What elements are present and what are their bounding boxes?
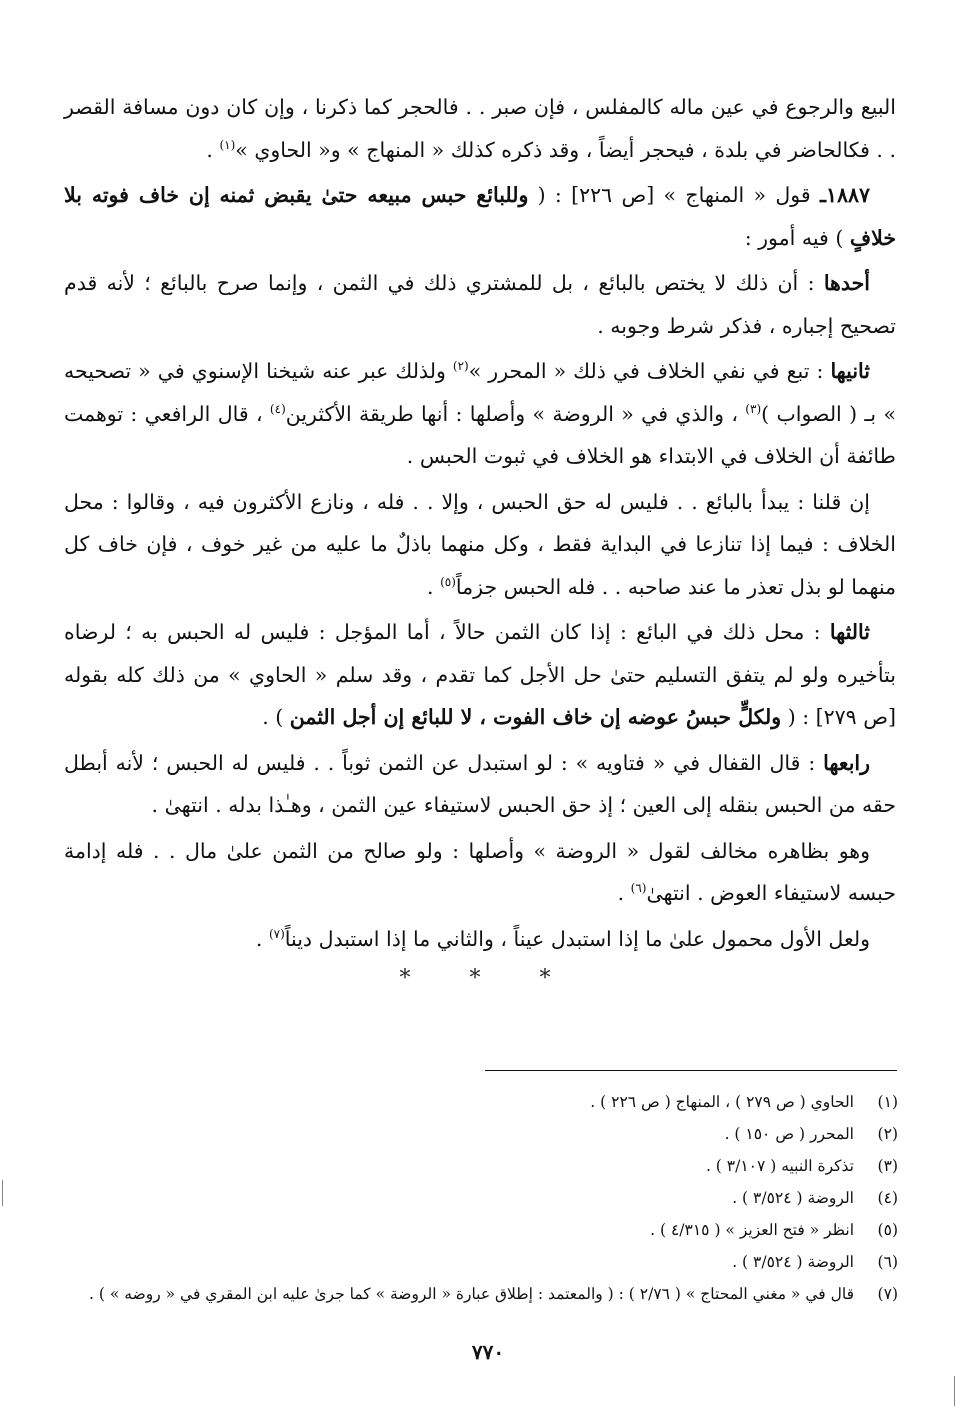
footnote-divider <box>485 1070 897 1071</box>
paragraph <box>64 830 896 915</box>
paragraph <box>64 174 896 259</box>
footnote-reference: (٦) <box>630 881 647 896</box>
paragraph <box>64 742 896 827</box>
footnote-reference: (٧) <box>268 926 285 941</box>
section-separator: * * * <box>399 966 577 991</box>
text-span: : تبع في نفي الخلاف في ذلك « المحرر » <box>468 359 831 383</box>
paragraph <box>64 918 896 961</box>
paragraph <box>64 262 896 347</box>
text-span: ) . <box>262 705 290 729</box>
footnote <box>70 1086 898 1118</box>
footnote <box>70 1214 898 1246</box>
page-number: ٧٧٠ <box>471 1340 505 1364</box>
footnote-text: الروضة ( ٣/٥٢٤ ) . <box>732 1189 854 1207</box>
footnote-reference: (٣) <box>745 401 762 416</box>
text-span: إن قلنا : يبدأ بالبائع . . فليس له حق الحبس ، وإلا . . فله ، ونازع الأكثرون فيه ، وقالوا : محل الخلاف : فيما إذا تنازعا في البداية فقط ، وكل منهما باذلٌ ما عليه من غير خوف ، فإن خاف كل منهما لو بذل تعذر ما عند صاحبه . . فله الحبس جزماً <box>64 489 896 599</box>
scan-edge-mark-left <box>2 1180 3 1206</box>
footnote <box>70 1246 898 1278</box>
bold-text: رابعها <box>823 750 870 775</box>
footnote <box>70 1150 898 1182</box>
footnote-reference: (١) <box>219 137 236 152</box>
text-span: وهو بظاهره مخالف لقول « الروضة » وأصلها : ولو صالح من الثمن علىٰ مال . . فله إدامة حبسه لاستيفاء العوض . انتهىٰ <box>64 838 896 905</box>
footnote-number: (٦) <box>877 1253 898 1271</box>
text-span: . <box>206 137 220 162</box>
footnote-text: الروضة ( ٣/٥٢٤ ) . <box>732 1253 854 1271</box>
bold-text: ثانيها <box>830 359 870 383</box>
footnote-reference: (٥) <box>440 574 456 589</box>
bold-text: ثالثها <box>829 620 870 644</box>
bold-text: ولكلٍّ حبسُ عوضه إن خاف الفوت ، لا للبائع إن أجل الثمن <box>289 705 782 729</box>
scan-edge-mark-right <box>954 1376 955 1406</box>
footnote-number: (٧) <box>877 1285 898 1303</box>
footnote-text: المحرر ( ص ١٥٠ ) . <box>724 1125 854 1143</box>
footnote-text: انظر « فتح العزيز » ( ٤/٣١٥ ) . <box>650 1221 854 1239</box>
text-span: . <box>427 574 441 599</box>
text-span: ولذلك عبر عنه شيخنا الإسنوي في « تصحيحه » بـ ( الصواب ) <box>64 359 896 426</box>
footnote <box>70 1182 898 1214</box>
footnote <box>70 1278 898 1310</box>
text-span: . <box>255 926 269 951</box>
text-span: ، والذي في « الروضة » وأصلها : أنها طريقة الأكثرين <box>285 401 746 426</box>
footnote-reference: (٢) <box>452 359 469 374</box>
footnote-number: (٢) <box>877 1125 898 1143</box>
text-span: ) فيه أمور : <box>744 225 850 250</box>
paragraph <box>64 611 896 739</box>
text-span: : محل ذلك في البائع : إذا كان الثمن حالاً ، أما المؤجل : فليس له الحبس به ؛ لرضاه بتأخيره ولو لم يتفق التسليم حتىٰ حل الأجل كما تقدم ، وقد سلم « الحاوي » من ذلك كله بقوله [ص ٢٧٩] : ( <box>64 620 896 729</box>
text-span: ولعل الأول محمول علىٰ ما إذا استبدل عيناً ، والثاني ما إذا استبدل ديناً <box>284 926 870 951</box>
paragraph <box>64 86 896 171</box>
text-span: : قال القفال في « فتاويه » : لو استبدل عن الثمن ثوباً . . فليس له الحبس ؛ لأنه أبطل حقه من الحبس بنقله إلى العين ؛ إذ حق الحبس لاستيفاء عين الثمن ، وهـٰذا بدله . انتهىٰ . <box>64 750 896 817</box>
footnote-reference: (٤) <box>269 401 286 416</box>
footnote-text: تذكرة النبيه ( ٣/١٠٧ ) . <box>705 1157 854 1175</box>
footnote <box>70 1118 898 1150</box>
paragraph <box>64 481 896 609</box>
text-span: ، قال الرافعي : توهمت طائفة أن الخلاف في الابتداء هو الخلاف في ثبوت الحبس . <box>64 401 896 468</box>
paragraph <box>64 350 896 478</box>
text-span: : أن ذلك لا يختص بالبائع ، بل للمشتري ذلك في الثمن ، وإنما صرح بالبائع ؛ لأنه قدم تصحيح إجباره ، فذكر شرط وجوبه . <box>64 271 896 338</box>
footnote-number: (٥) <box>877 1221 898 1239</box>
footnotes <box>70 1086 898 1310</box>
text-span: البيع والرجوع في عين ماله كالمفلس ، فإن صبر . . فالحجر كما ذكرنا ، وإن كان دون مسافة القصر . . فكالحاضر في بلدة ، فيحجر أيضاً ، وقد ذكره كذلك « المنهاج » و« الحاوي » <box>64 95 896 162</box>
main-text <box>64 86 896 960</box>
footnote-number: (٣) <box>877 1157 898 1175</box>
bold-text: وللبائع حبس مبيعه حتىٰ يقبض ثمنه إن خاف فوته بلا خلافٍ <box>64 183 896 250</box>
bold-text: ١٨٨٧ـ <box>819 183 870 207</box>
text-span: قول « المنهاج » [ص ٢٢٦] : ( <box>528 183 820 207</box>
footnote-text: الحاوي ( ص ٢٧٩ ) ، المنهاج ( ص ٢٢٦ ) . <box>590 1093 854 1111</box>
footnote-number: (٤) <box>877 1189 898 1207</box>
bold-text: أحدها <box>823 271 870 295</box>
footnote-text: قال في « مغني المحتاج » ( ٢/٧٦ ) : ( والمعتمد : إطلاق عبارة « الروضة » كما جرىٰ عليه ابن المقري في « روضه » ) . <box>89 1285 854 1303</box>
text-span: . <box>617 881 631 905</box>
footnote-number: (١) <box>877 1093 898 1111</box>
